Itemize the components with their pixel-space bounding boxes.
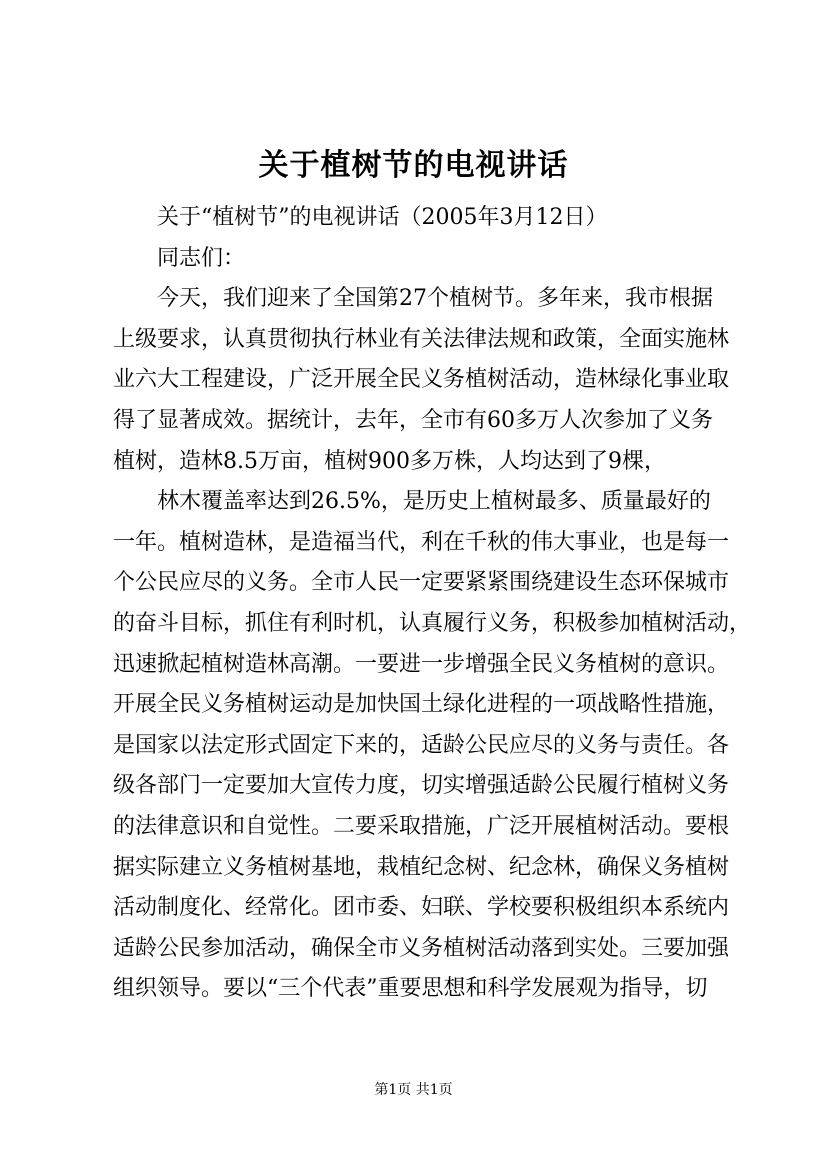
paragraph-line: 开展全民义务植树运动是加快国土绿化进程的一项战略性措施， [113,692,730,718]
paragraph-line: 一年。植树造林，是造福当代，利在千秋的伟大事业，也是每一 [113,529,730,555]
paragraph-line: 适龄公民参加活动，确保全市义务植树活动落到实处。三要加强 [113,935,730,961]
document-title: 关于植树节的电视讲话 [258,148,569,183]
paragraph-line: 植树，造林8.5万亩，植树900多万株，人均达到了9棵， [113,448,666,474]
paragraph-line: 迅速掀起植树造林高潮。一要进一步增强全民义务植树的意识。 [113,651,730,677]
paragraph-line: 今天，我们迎来了全国第27个植树节。多年来，我市根据 [157,286,713,312]
paragraph-line: 得了显著成效。据统计，去年，全市有60多万人次参加了义务 [113,407,713,433]
paragraph-line: 的奋斗目标，抓住有利时机，认真履行义务，积极参加植树活动， [113,610,752,636]
subtitle-line: 关于“植树节”的电视讲话（2005年3月12日） [157,205,608,230]
salutation-line: 同志们： [157,245,246,271]
paragraph-line: 个公民应尽的义务。全市人民一定要紧紧围绕建设生态环保城市 [113,570,730,596]
paragraph-line: 组织领导。要以“三个代表”重要思想和科学发展观为指导，切 [113,976,708,1002]
paragraph-line: 是国家以法定形式固定下来的，适龄公民应尽的义务与责任。各 [113,732,730,758]
page-footer: 第1页 共1页 [374,1082,453,1098]
paragraph-line: 上级要求，认真贯彻执行林业有关法律法规和政策，全面实施林 [113,326,730,352]
document-body [113,198,752,1010]
paragraph-line: 级各部门一定要加大宣传力度，切实增强适龄公民履行植树义务 [113,773,730,799]
paragraph-line: 活动制度化、经常化。团市委、妇联、学校要积极组织本系统内 [113,895,730,921]
paragraph-line: 业六大工程建设，广泛开展全民义务植树活动，造林绿化事业取 [113,367,730,393]
paragraph-line: 的法律意识和自觉性。二要采取措施，广泛开展植树活动。要根 [113,813,730,839]
paragraph-line: 据实际建立义务植树基地，栽植纪念树、纪念林，确保义务植树 [113,854,730,880]
paragraph-line: 林木覆盖率达到26.5%，是历史上植树最多、质量最好的 [157,489,711,515]
